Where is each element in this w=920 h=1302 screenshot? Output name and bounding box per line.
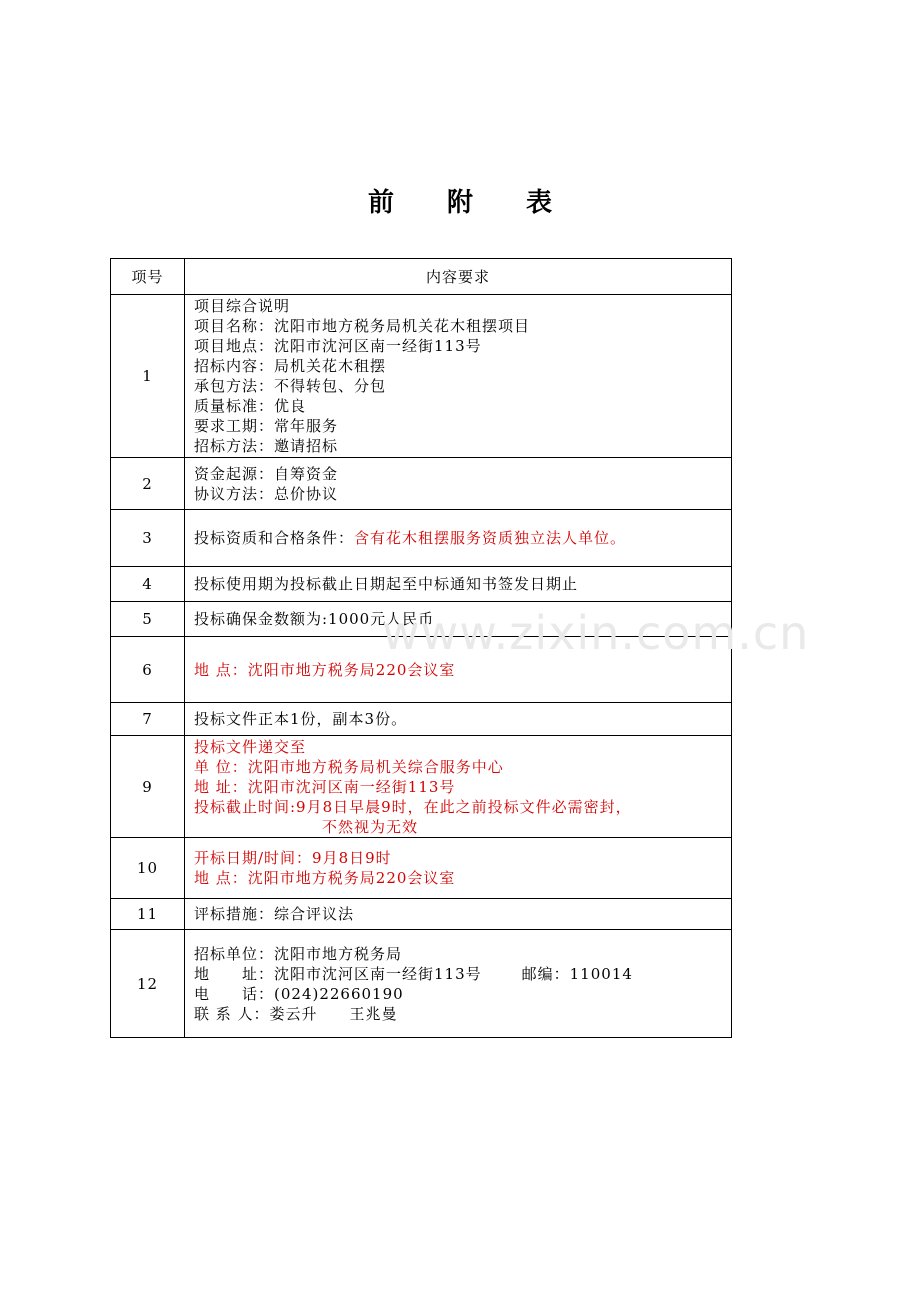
table-row <box>111 510 732 567</box>
content-line: 协议方法：总价协议 <box>194 484 339 503</box>
header-content-requirements: 内容要求 <box>185 259 732 295</box>
content-line: 投标截止时间:9月8日早晨9时，在此之前投标文件必需密封， <box>194 797 632 816</box>
row-content: 投标使用期为投标截止日期起至中标通知书签发日期止 <box>185 567 732 602</box>
content-line: 要求工期：常年服务 <box>194 417 339 435</box>
tender-address: 地 址：沈阳市沈河区南一经街113号 <box>194 964 482 983</box>
row-content: 评标措施：综合评议法 <box>185 899 732 930</box>
row-number: 11 <box>111 899 185 930</box>
qualification-label: 投标资质和合格条件： <box>194 529 355 547</box>
row-number: 9 <box>111 736 185 838</box>
header-item-number: 项号 <box>111 259 185 295</box>
content-line: 开标日期/时间：9月8日9时 <box>194 849 392 867</box>
table-row <box>111 567 732 602</box>
content-line: 招标内容：局机关花木租摆 <box>194 357 387 375</box>
table-row <box>111 295 732 458</box>
content-line: 投标文件递交至 <box>194 737 307 756</box>
content-line: 质量标准：优良 <box>194 397 307 415</box>
content-line: 不然视为无效 <box>322 817 419 836</box>
content-line: 单 位：沈阳市地方税务局机关综合服务中心 <box>194 757 504 776</box>
row-number: 5 <box>111 602 185 637</box>
row-number: 3 <box>111 510 185 567</box>
row-number: 7 <box>111 703 185 736</box>
row-content <box>185 510 732 567</box>
table-row <box>111 703 732 736</box>
row-content <box>185 838 732 899</box>
table-row <box>111 736 732 838</box>
row-number: 10 <box>111 838 185 899</box>
content-line: 地 点：沈阳市地方税务局220会议室 <box>194 869 456 887</box>
postcode: 邮编：110014 <box>521 964 633 983</box>
row-content <box>185 930 732 1038</box>
content-line: 项目名称：沈阳市地方税务局机关花木租摆项目 <box>194 317 531 335</box>
content-line: 承包方法：不得转包、分包 <box>194 377 387 395</box>
table-row <box>111 899 732 930</box>
watermark: www.zixin.com.cn <box>382 606 810 660</box>
phone: 电 话：(024)22660190 <box>194 984 404 1003</box>
row-content: 地 点：沈阳市地方税务局220会议室 <box>185 637 732 703</box>
content-line: 项目综合说明 <box>194 297 291 315</box>
table-row <box>111 930 732 1038</box>
row-content <box>185 736 732 838</box>
row-content <box>185 458 732 510</box>
content-line: 资金起源：自筹资金 <box>194 464 339 483</box>
address-line <box>194 964 731 984</box>
content-line: 项目地点：沈阳市沈河区南一经街113号 <box>194 337 482 355</box>
row-number: 12 <box>111 930 185 1038</box>
qualification-value: 含有花木租摆服务资质独立法人单位。 <box>354 529 627 547</box>
content-line: 地 址：沈阳市沈河区南一经街113号 <box>194 777 456 796</box>
row-content: 投标确保金数额为:1000元人民币 <box>185 602 732 637</box>
table-row <box>111 838 732 899</box>
table-header-row <box>111 259 732 295</box>
row-content <box>185 295 732 458</box>
table-row <box>111 458 732 510</box>
tender-unit: 招标单位：沈阳市地方税务局 <box>194 944 403 963</box>
contacts: 联 系 人：娄云升 王兆曼 <box>194 1004 398 1023</box>
content-line: 招标方法：邀请招标 <box>194 437 339 455</box>
row-number: 4 <box>111 567 185 602</box>
row-number: 1 <box>111 295 185 458</box>
document-title: 前 附 表 <box>367 188 575 218</box>
row-number: 2 <box>111 458 185 510</box>
row-number: 6 <box>111 637 185 703</box>
row-content: 投标文件正本1份，副本3份。 <box>185 703 732 736</box>
